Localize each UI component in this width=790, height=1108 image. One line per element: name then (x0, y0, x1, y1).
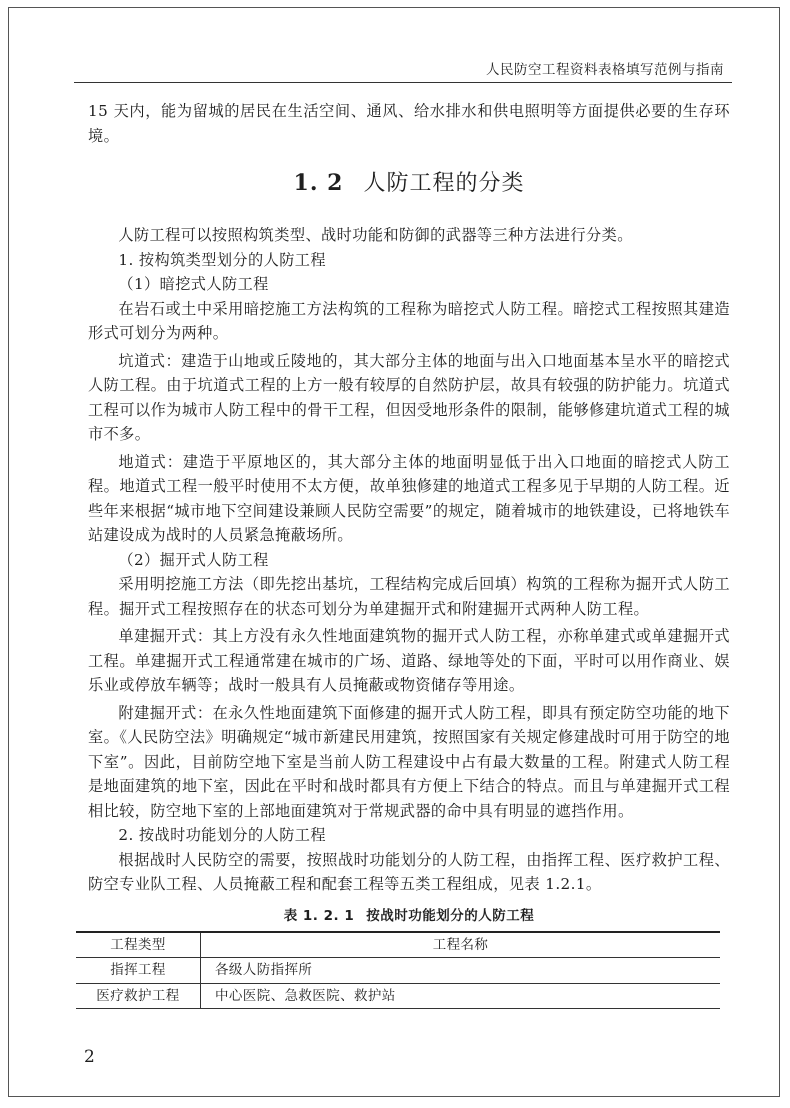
cell-name: 各级人防指挥所 (201, 958, 721, 984)
table-header-row (76, 932, 720, 958)
table-row (76, 958, 720, 984)
cell-type: 指挥工程 (76, 958, 201, 984)
page-number: 2 (84, 1047, 95, 1067)
function-table (76, 931, 720, 1010)
table-title: 按战时功能划分的人防工程 (366, 907, 535, 924)
paragraph-cut-and-cover-def: 采用明挖施工方法（即先挖出基坑，工程结构完成后回填）构筑的工程称为掘开式人防工程。掘开式工程按照存在的状态可划分为单建掘开式和附建掘开式两种人防工程。 (88, 575, 730, 618)
subheading-cut-and-cover: （2）掘开式人防工程 (118, 550, 269, 569)
section-heading (88, 168, 730, 199)
paragraph-standalone: 单建掘开式：其上方没有永久性地面建筑物的掘开式人防工程，亦称单建式或单建掘开式工程。单建掘开式工程通常建在城市的广场、道路、绿地等处的下面，平时可以用作商业、娱乐业或停放车辆等；战时一般具有人员掩蔽或物资储存等用途。 (88, 627, 730, 694)
subheading-wartime-function: 2. 按战时功能划分的人防工程 (118, 826, 326, 844)
subheading-excavated: （1）暗挖式人防工程 (118, 275, 269, 293)
table-row (76, 983, 720, 1009)
cell-type: 医疗救护工程 (76, 983, 201, 1009)
header-type: 工程类型 (76, 932, 201, 958)
section-number: 1. 2 (293, 170, 344, 196)
table-caption (88, 907, 730, 925)
subheading-construction-type: 1. 按构筑类型划分的人防工程 (118, 250, 326, 269)
paragraph-classification: 人防工程可以按照构筑类型、战时功能和防御的武器等三种方法进行分类。 (118, 226, 633, 244)
paragraph-excavated-def: 在岩石或土中采用暗挖施工方法构筑的工程称为暗挖式人防工程。暗挖式工程按照其建造形式可划分为两种。 (88, 299, 730, 342)
table-number: 表 1. 2. 1 (283, 907, 355, 924)
page-content (88, 99, 730, 1009)
paragraph-tunnel: 坑道式：建造于山地或丘陵地的，其大部分主体的地面与出入口地面基本呈水平的暗挖式人防工程。由于坑道式工程的上方一般有较厚的自然防护层，故具有较强的防护能力。坑道式工程可以作为城市人防工程中的骨干工程，但因受地形条件的限制，能够修建坑道式工程的城市不多。 (88, 351, 730, 443)
paragraph-underground-passage: 地道式：建造于平原地区的，其大部分主体的地面明显低于出入口地面的暗挖式人防工程。地道式工程一般平时使用不太方便，故单独修建的地道式工程多见于早期的人防工程。近些年来根据“城市地下空间建设兼顾人民防空需要”的规定，随着城市的地铁建设，已将地铁车站建设成为战时的人员紧急掩蔽场所。 (88, 452, 730, 544)
paragraph-attached: 附建掘开式：在永久性地面建筑下面修建的掘开式人防工程，即具有预定防空功能的地下室。《人民防空法》明确规定“城市新建民用建筑，按照国家有关规定修建战时可用于防空的地下室”。因此，目前防空地下室是当前人防工程建设中占有最大数量的工程。附建式人防工程是地面建筑的地下室，因此在平时和战时都具有方便上下结合的特点。而且与单建掘开式工程相比较，防空地下室的上部地面建筑对于常规武器的命中具有明显的遮挡作用。 (88, 703, 730, 820)
section-title: 人防工程的分类 (363, 171, 525, 196)
paragraph-wartime-function: 根据战时人民防空的需要，按照战时功能划分的人防工程，由指挥工程、医疗救护工程、防空专业队工程、人员掩蔽工程和配套工程等五类工程组成，见表 1.2.1。 (88, 850, 730, 893)
header-name: 工程名称 (201, 932, 721, 958)
running-header: 人民防空工程资料表格填写范例与指南 (74, 60, 732, 83)
cell-name: 中心医院、急救医院、救护站 (201, 983, 721, 1009)
paragraph-intro: 15 天内，能为留城的居民在生活空间、通风、给水排水和供电照明等方面提供必要的生存环境。 (88, 102, 730, 145)
